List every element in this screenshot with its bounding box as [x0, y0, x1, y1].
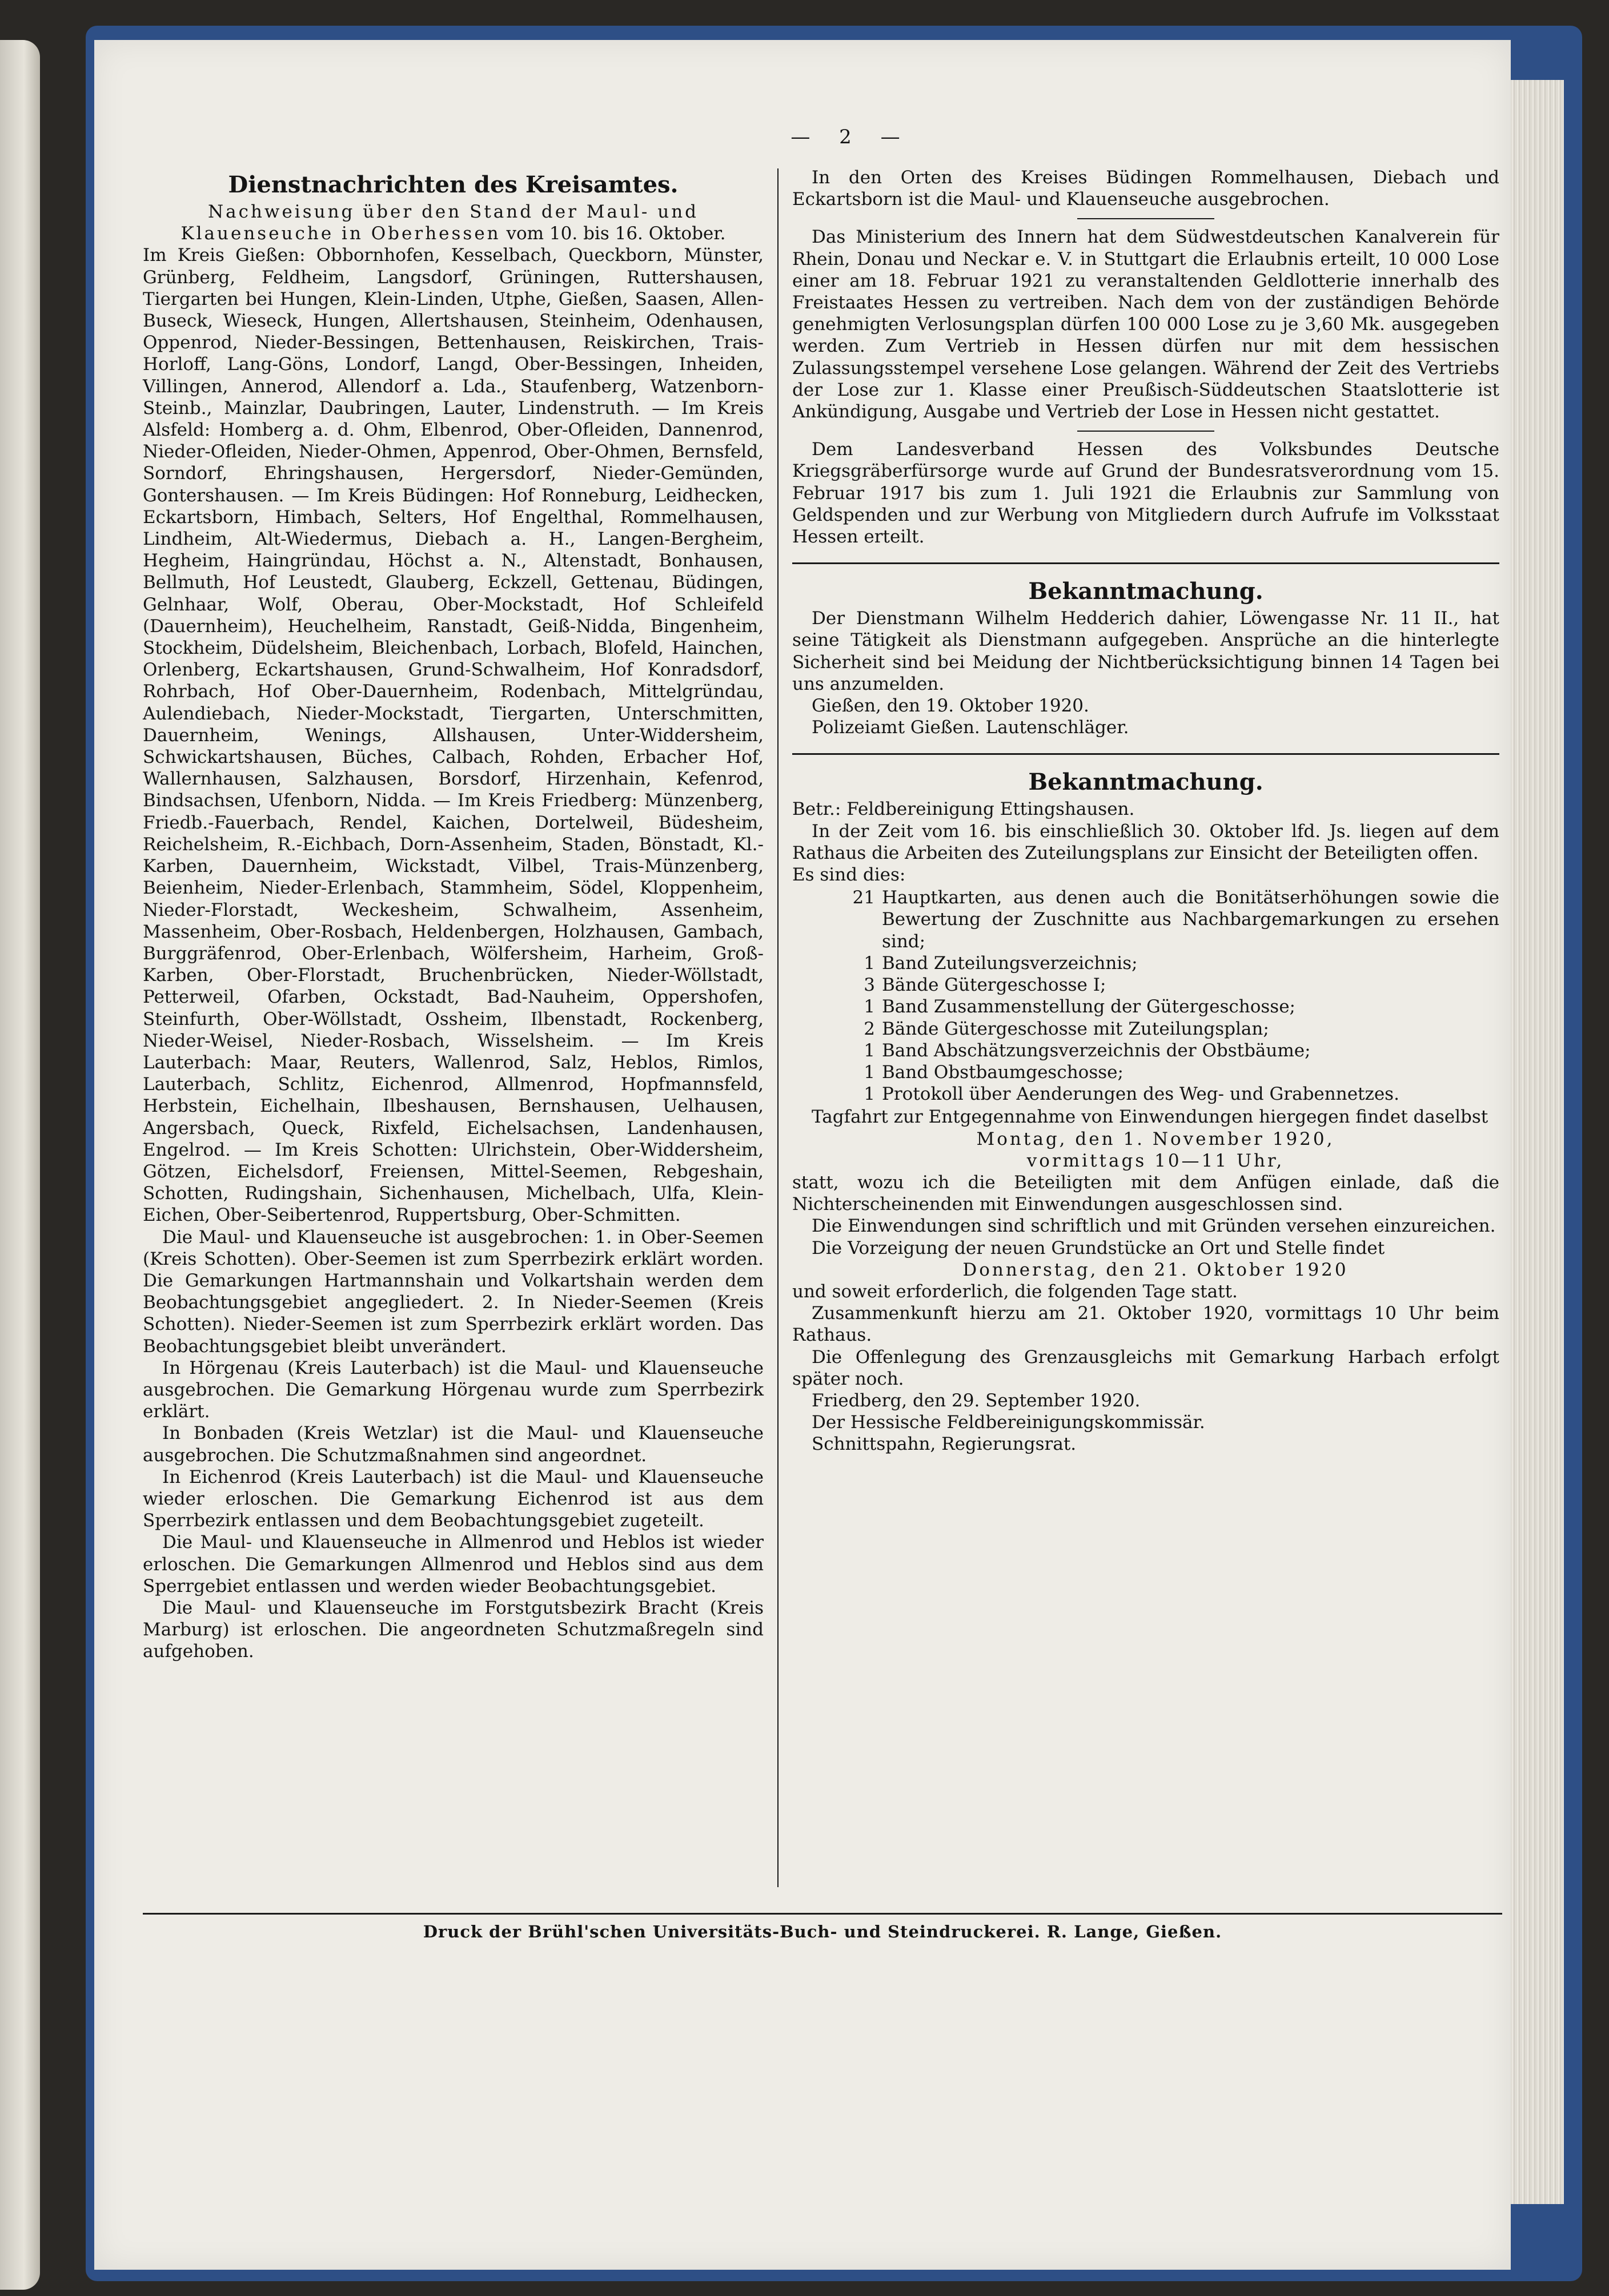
- notice-2-einwendungen: Die Einwendungen sind schriftlich und mit Gründen versehen einzureichen.: [812, 1216, 1496, 1237]
- notice-2-date-line-2: vormittags 10—11 Uhr,: [1026, 1150, 1285, 1171]
- notice-2-intro: In der Zeit vom 16. bis einschließlich 30. Oktober lfd. Js. liegen auf dem Rathaus die Arbeiten des Zuteilungsplans zur Einsicht der Beteiligten offen.: [792, 821, 1499, 863]
- short-rule: [1077, 218, 1214, 219]
- intro-spaced: Nachweisung über den Stand der Maul- und Klauenseuche in Oberhessen: [180, 202, 699, 244]
- section-rule: [792, 562, 1499, 564]
- left-paragraph: In Eichenrod (Kreis Lauterbach) ist die Maul- und Klauenseuche wieder erloschen. Die Gemarkung Eichenrod ist aus dem Sperrbezirk entlassen und dem Beobachtungsgebiet zugeteilt.: [143, 1466, 764, 1531]
- notice-2-tagfahrt: Tagfahrt zur Entgegennahme von Einwendungen hiergegen findet daselbst: [812, 1107, 1488, 1128]
- footer-rule: [143, 1913, 1502, 1915]
- list-item: 1 Band Obstbaumgeschosse;: [864, 1061, 1124, 1083]
- notice-2-statt: statt, wozu ich die Beteiligten mit dem Anfügen einlade, daß die Nichterscheinenden mit Einwendungen ausgeschlossen sind.: [792, 1172, 1499, 1215]
- notice-2-betr: Betr.: Feldbereinigung Ettingshausen.: [792, 799, 1135, 820]
- document-page: [94, 40, 1511, 2270]
- notice-1-signature: Polizeiamt Gießen. Lautenschläger.: [812, 717, 1129, 738]
- left-paragraph: Die Maul- und Klauenseuche ist ausgebrochen: 1. in Ober-Seemen (Kreis Schotten). Ober-Seemen ist zum Sperrbezirk erklärt worden. Die Gemarkungen Hartmannshain und Volkartshain werden dem Beobachtungsgebiet angegliedert. 2. In Nieder-Seemen (Kreis Schotten). Nieder-Seemen ist zum Sperrbezirk erklärt worden. Das Beobachtungsgebiet bleibt unverändert.: [143, 1227, 764, 1357]
- list-item: 1 Band Abschätzungsverzeichnis der Obstbäume;: [864, 1040, 1311, 1061]
- list-item: 1 Protokoll über Aenderungen des Weg- und Grabennetzes.: [864, 1084, 1399, 1105]
- left-heading: Dienstnachrichten des Kreisamtes.: [228, 171, 679, 198]
- column-divider: [777, 168, 779, 1887]
- notice-2-signature-1: Der Hessische Feldbereinigungskommissär.: [812, 1412, 1205, 1433]
- short-rule: [1077, 431, 1214, 432]
- list-item: 3 Bände Gütergeschosse I;: [864, 975, 1106, 996]
- right-paragraph-3: Dem Landesverband Hessen des Volksbundes Deutsche Kriegsgräberfürsorge wurde auf Grund der Bundesratsverordnung vom 15. Februar 1917 bis zum 1. Juli 1921 die Erlaubnis zur Sammlung von Geldspenden und zur Werbung von Mitgliedern durch Aufrufe im Volksstaat Hessen erteilt.: [792, 439, 1499, 548]
- notice-1-text: Der Dienstmann Wilhelm Hedderich dahier, Löwengasse Nr. 11 II., hat seine Tätigkeit als Dienstmann aufgegeben. Ansprüche an die hinterlegte Sicherheit sind bei Meidung der Nichtberücksichtigung binnen 14 Tagen bei uns anzumelden.: [792, 608, 1499, 694]
- notice-2-donnerstag: Donnerstag, den 21. Oktober 1920: [962, 1259, 1349, 1280]
- document-list: [849, 887, 1499, 1105]
- notice-2-zusammenkunft: Zusammenkunft hierzu am 21. Oktober 1920, vormittags 10 Uhr beim Rathaus.: [792, 1303, 1499, 1346]
- notice-2-signature-2: Schnittspahn, Regierungsrat.: [812, 1434, 1077, 1455]
- page-number: — 2 —: [791, 126, 912, 148]
- left-column: [143, 167, 764, 1663]
- right-paragraph-1: In den Orten des Kreises Büdingen Rommelhausen, Diebach und Eckartsborn ist die Maul- und Klauenseuche ausgebrochen.: [792, 167, 1499, 210]
- notice-1-date: Gießen, den 19. Oktober 1920.: [812, 695, 1089, 717]
- list-item: 21 Hauptkarten, aus denen auch die Bonitätserhöhungen sowie die Bewertung der Zuschnitte aus Nachbargemarkungen zu ersehen sind;: [852, 887, 1499, 952]
- right-paragraph-2: Das Ministerium des Innern hat dem Südwestdeutschen Kanalverein für Rhein, Donau und Neckar e. V. in Stuttgart die Erlaubnis erteilt, 10 000 Lose einer am 18. Februar 1921 zu veranstaltenden Geldlotterie innerhalb des Freistaates Hessen zu vertreiben. Nach dem von der zuständigen Behörde genehmigten Verlosungsplan dürfen 100 000 Lose zu je 3,60 Mk. ausgegeben werden. Zum Vertrieb in Hessen dürfen nur mit dem hessischen Zulassungsstempel versehene Lose gelangen. Während der Zeit des Vertriebs der Lose zur 1. Klasse einer Preußisch-Süddeutschen Staatslotterie ist Ankündigung, Ausgabe und Vertrieb der Lose in Hessen nicht gestattet.: [792, 227, 1499, 423]
- notice-2-place-date: Friedberg, den 29. September 1920.: [812, 1390, 1141, 1411]
- right-column: [792, 167, 1499, 1455]
- left-paragraph: In Bonbaden (Kreis Wetzlar) ist die Maul- und Klauenseuche ausgebrochen. Die Schutzmaßnahmen sind angeordnet.: [143, 1423, 764, 1466]
- district-list: Im Kreis Gießen: Obbornhofen, Kesselbach, Queckborn, Münster, Grünberg, Feldheim, Langsdorf, Grüningen, Ruttershausen, Tiergarten bei Hungen, Klein-Linden, Utphe, Gießen, Saasen, Allen-Buseck, Wieseck, Hungen, Allertshausen, Steinheim, Odenhausen, Oppenrod, Nieder-Bessingen, Bettenhausen, Reiskirchen, Trais-Horloff, Lang-Göns, Londorf, Langd, Ober-Bessingen, Inheiden, Villingen, Annerod, Allendorf a. Lda., Staufenberg, Watzenborn-Steinb., Mainzlar, Daubringen, Lauter, Lindenstruth. — Im Kreis Alsfeld: Homberg a. d. Ohm, Elbenrod, Ober-Ofleiden, Dannenrod, Nieder-Ofleiden, Nieder-Ohmen, Appenrod, Ober-Ohmen, Bernsfeld, Sorndorf, Ehringshausen, Hergersdorf, Nieder-Gemünden, Gontershausen. — Im Kreis Büdingen: Hof Ronneburg, Leidhecken, Eckartsborn, Himbach, Selters, Hof Engelthal, Rommelhausen, Lindheim, Alt-Wiedermus, Diebach a. H., Langen-Bergheim, Hegheim, Haingründau, Höchst a. N., Altenstadt, Bonhausen, Bellmuth, Hof Leustedt, Glauberg, Eckzell, Gettenau, Büdingen, Gelnhaar, Wolf, Oberau, Ober-Mockstadt, Hof Schleifeld (Dauernheim), Heuchelheim, Ranstadt, Geiß-Nidda, Bingenheim, Stockheim, Düdelsheim, Bleichenbach, Lorbach, Blofeld, Hainchen, Orlenberg, Eckartshausen, Grund-Schwalheim, Hof Konradsdorf, Rohrbach, Hof Ober-Dauernheim, Rodenbach, Mittelgründau, Aulendiebach, Nieder-Mockstadt, Tiergarten, Unterschmitten, Dauernheim, Wenings, Allshausen, Unter-Widdersheim, Schwickartshausen, Büches, Calbach, Rohden, Erbacher Hof, Wallernhausen, Salzhausen, Borsdorf, Hirzenhain, Kefenrod, Bindsachsen, Ufenborn, Nidda. — Im Kreis Friedberg: Münzenberg, Friedb.-Fauerbach, Rendel, Kaichen, Dortelweil, Büdesheim, Reichelsheim, R.-Eichbach, Dorn-Assenheim, Staden, Bönstadt, Kl.-Karben, Dauernheim, Wickstadt, Vilbel, Trais-Münzenberg, Beienheim, Nieder-Erlenbach, Stammheim, Södel, Kloppenheim, Nieder-Florstadt, Weckesheim, Schwalheim, Assenheim, Massenheim, Ober-Rosbach, Heldenbergen, Holzhausen, Gambach, Burggräfenrod, Ober-Erlenbach, Wölfersheim, Harheim, Groß-Karben, Ober-Florstadt, Bruchenbrücken, Nieder-Wöllstadt, Petterweil, Ofarben, Ockstadt, Bad-Nauheim, Oppershofen, Steinfurth, Ober-Wöllstadt, Ossheim, Ilbenstadt, Rockenberg, Nieder-Weisel, Nieder-Rosbach, Wisselsheim. — Im Kreis Lauterbach: Maar, Reuters, Wallenrod, Salz, Heblos, Rimlos, Lauterbach, Schlitz, Eichenrod, Allmenrod, Hopfmannsfeld, Herbstein, Eichelhain, Ilbeshausen, Bernshausen, Uelhausen, Angersbach, Queck, Rixfeld, Eichelsachsen, Landenhausen, Engelrod. — Im Kreis Schotten: Ulrichstein, Ober-Widdersheim, Götzen, Eichelsdorf, Freiensen, Mittel-Seemen, Rebgeshain, Schotten, Rudingshain, Sichenhausen, Michelbach, Ulfa, Klein-Eichen, Ober-Seibertenrod, Ruppertsburg, Ober-Schmitten.: [143, 245, 764, 1226]
- intro-line: [143, 201, 764, 244]
- list-item: 1 Band Zusammenstellung der Gütergeschosse;: [864, 996, 1296, 1018]
- left-paragraph: Die Maul- und Klauenseuche in Allmenrod und Heblos ist wieder erloschen. Die Gemarkungen Allmenrod und Heblos sind aus dem Sperrgebiet entlassen und werden wieder Beobachtungsgebiet.: [143, 1532, 764, 1597]
- list-item: 1 Band Zuteilungsverzeichnis;: [864, 952, 1138, 974]
- intro-rest: vom 10. bis 16. Oktober.: [506, 223, 726, 244]
- left-paragraph: In Hörgenau (Kreis Lauterbach) ist die Maul- und Klauenseuche ausgebrochen. Die Gemarkung Hörgenau wurde zum Sperrbezirk erklärt.: [143, 1357, 764, 1422]
- list-item: 2 Bände Gütergeschosse mit Zuteilungsplan;: [864, 1018, 1269, 1039]
- notice-1-heading: Bekanntmachung.: [1028, 578, 1263, 605]
- left-page-edge: [0, 40, 40, 2290]
- notice-2-vorzeigung: Die Vorzeigung der neuen Grundstücke an Ort und Stelle findet: [812, 1237, 1385, 1258]
- left-paragraph: Die Maul- und Klauenseuche im Forstgutsbezirk Bracht (Kreis Marburg) ist erloschen. Die angeordneten Schutzmaßregeln sind aufgehoben.: [143, 1598, 764, 1662]
- notice-2-es-sind: Es sind dies:: [792, 864, 906, 886]
- section-rule: [792, 753, 1499, 755]
- notice-2-heading: Bekanntmachung.: [1028, 769, 1263, 796]
- notice-2-offenlegung: Die Offenlegung des Grenzausgleichs mit Gemarkung Harbach erfolgt später noch.: [792, 1346, 1499, 1389]
- printer-footer: Druck der Brühl'schen Universitäts-Buch- und Steindruckerei. R. Lange, Gießen.: [423, 1922, 1222, 1941]
- notice-2-sofort: und soweit erforderlich, die folgenden Tage statt.: [792, 1281, 1238, 1302]
- notice-2-date-line-1: Montag, den 1. November 1920,: [976, 1128, 1335, 1149]
